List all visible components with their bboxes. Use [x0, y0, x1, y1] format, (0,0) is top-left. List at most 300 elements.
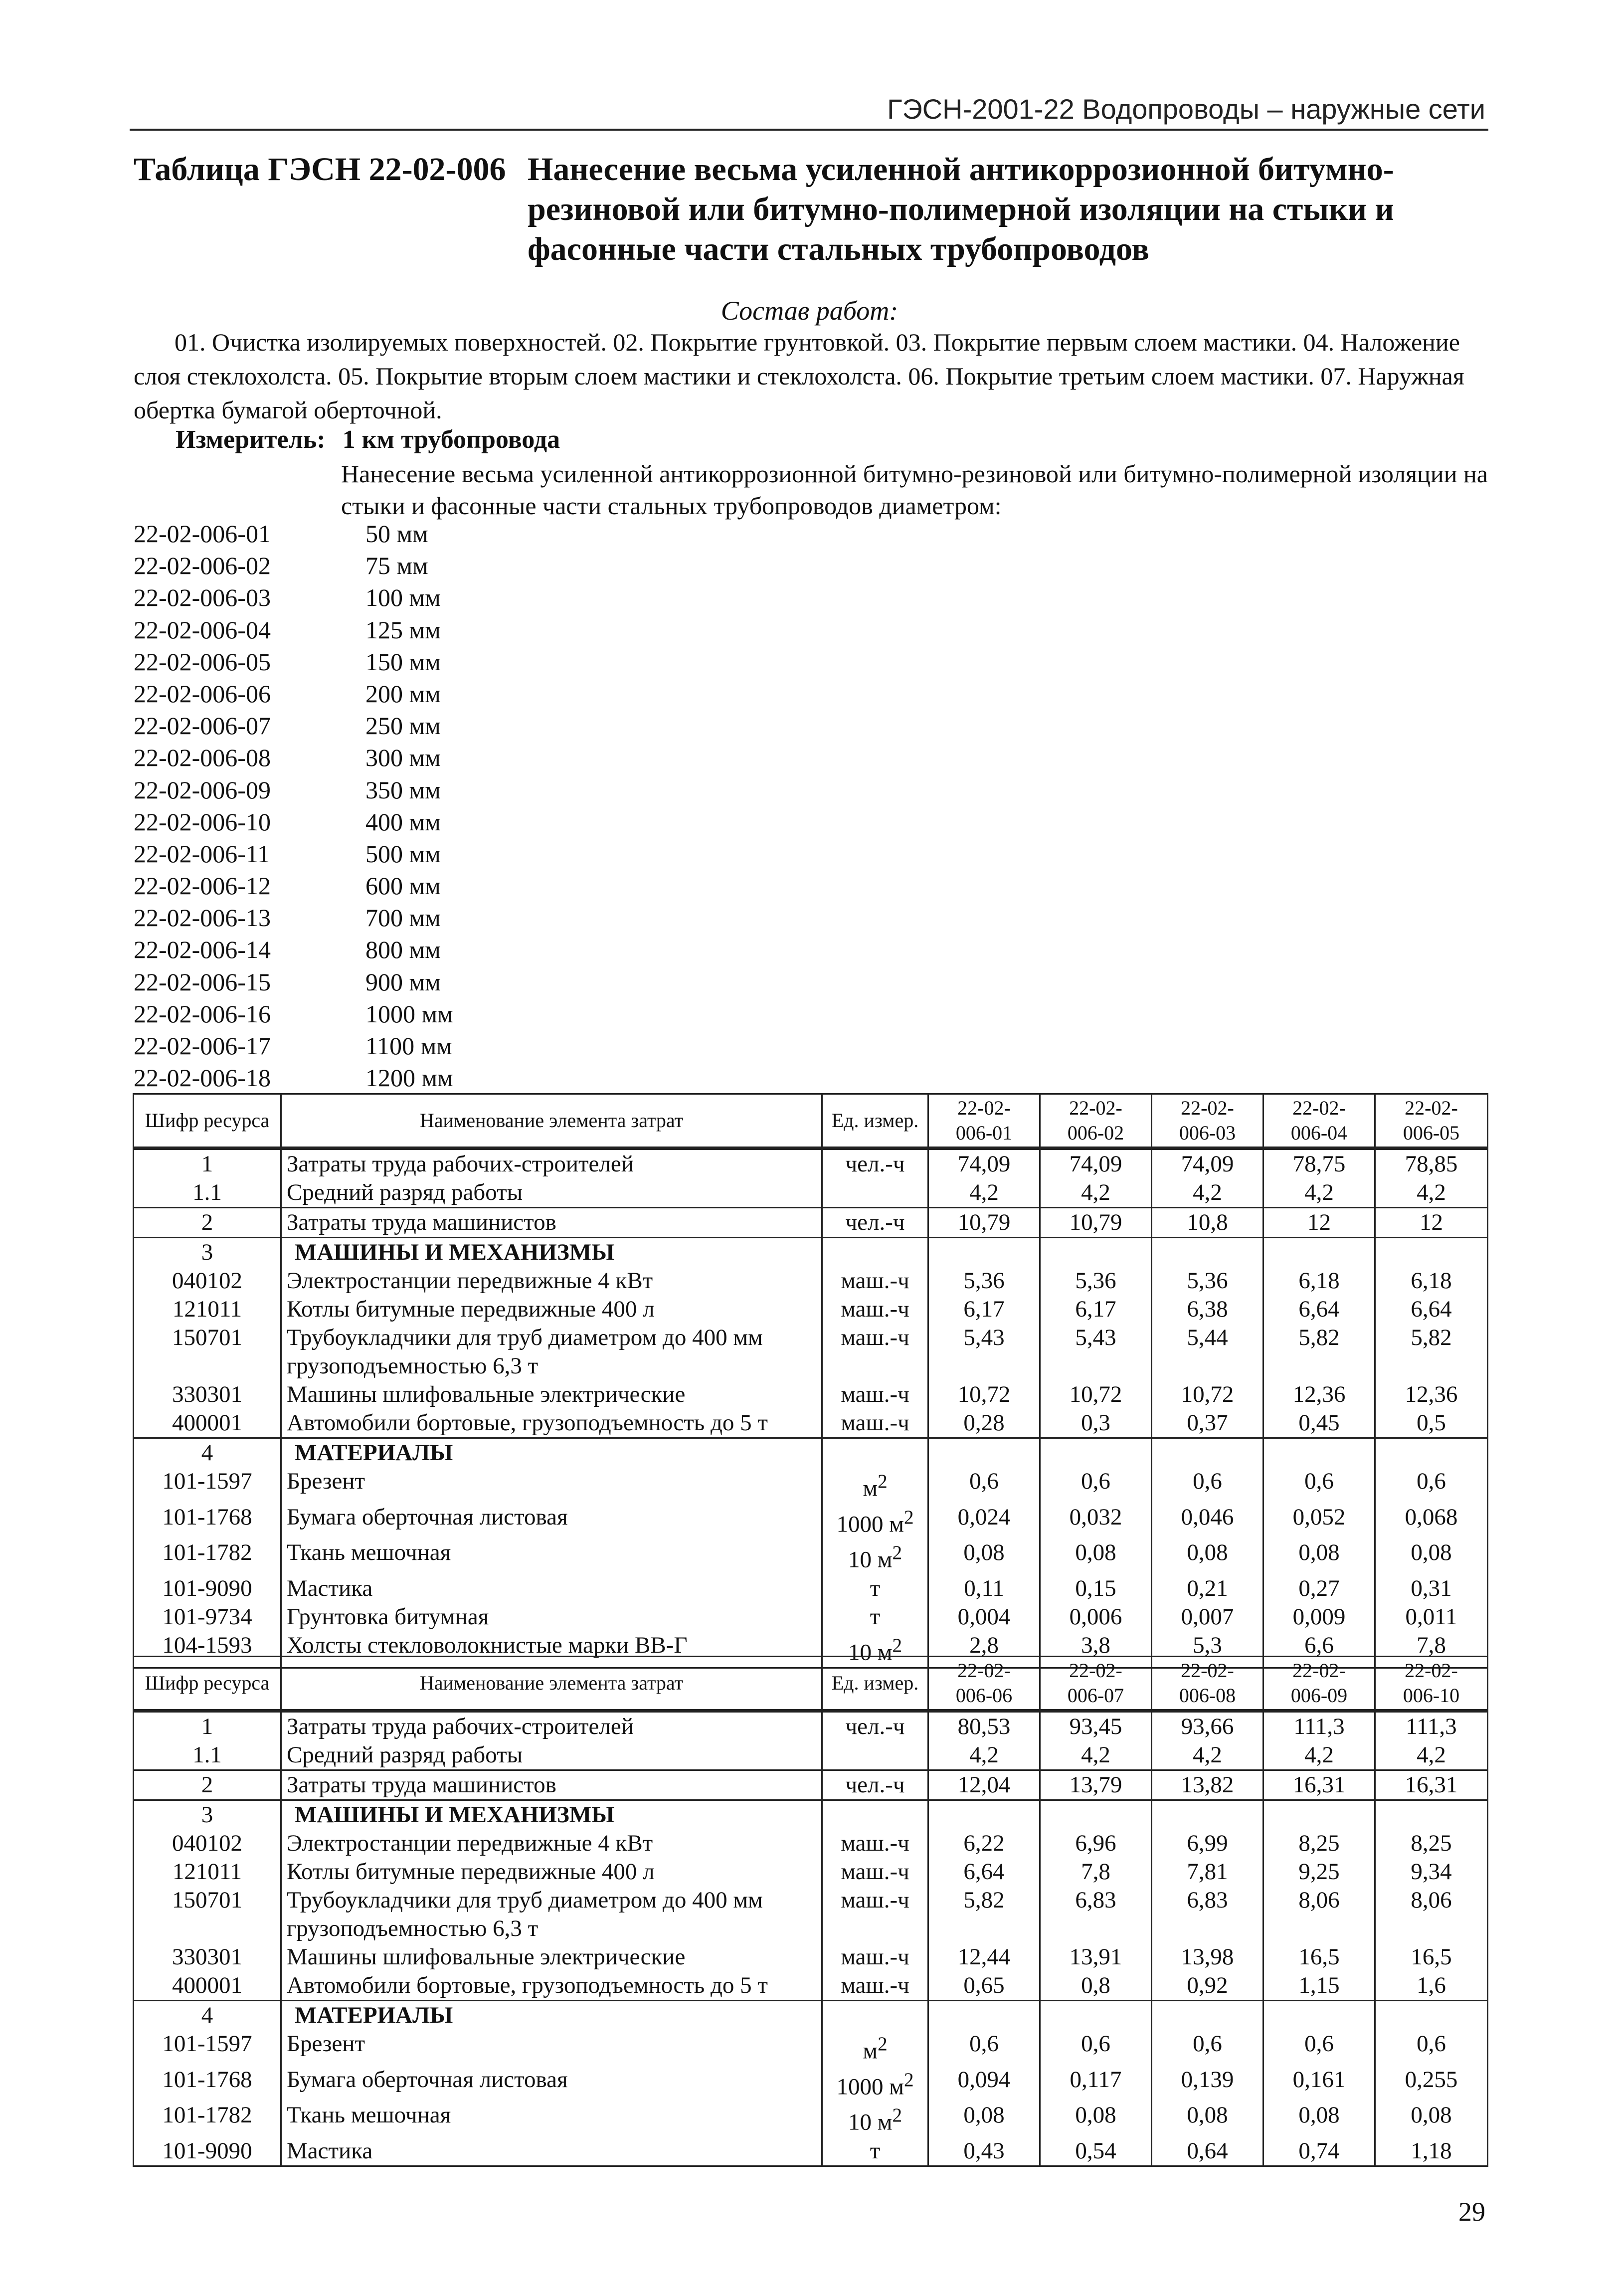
row-unit: маш.-ч [822, 1829, 928, 1858]
code-list-size: 500 мм [365, 839, 441, 868]
code-list-size: 50 мм [365, 520, 428, 548]
table-row [134, 1800, 1488, 1830]
row-value [1040, 1800, 1152, 1830]
row-value: 5,36 [1040, 1267, 1152, 1295]
row-value: 13,98 [1152, 1943, 1263, 1971]
row-value [1152, 1914, 1263, 1943]
norm-code-line2: 006-06 [955, 1684, 1013, 1707]
row-value [1263, 1238, 1375, 1267]
row-code: 101-1782 [134, 1538, 281, 1574]
row-code: 150701 [134, 1324, 281, 1352]
table-row [134, 1267, 1488, 1295]
row-name: Автомобили бортовые, грузоподъемность до 5 т [281, 1409, 822, 1438]
row-unit: маш.-ч [822, 1858, 928, 1886]
row-name: Бумага оберточная листовая [281, 2066, 822, 2102]
row-value: 0,024 [928, 1503, 1040, 1539]
row-value: 0,27 [1263, 1574, 1375, 1603]
table-row [134, 1914, 1488, 1943]
measure-label: Измеритель: [176, 425, 326, 454]
row-code: 2 [134, 1770, 281, 1800]
work-description: 01. Очистка изолируемых поверхностей. 02. Покрытие грунтовкой. 03. Покрытие первым слоем мастики. 04. Наложение слоя стеклохолста. 05. Покрытие вторым слоем мастики и стеклохолста. 06. Покрытие третьим слоем мастики. 07. Наружная обертка бумагой оберточной. [134, 328, 1464, 424]
row-value: 13,91 [1040, 1943, 1152, 1971]
row-value [1263, 1438, 1375, 1468]
code-list-item [134, 966, 453, 998]
row-value: 0,28 [928, 1409, 1040, 1438]
row-value: 80,53 [928, 1711, 1040, 1741]
diameter-intro: Нанесение весьма усиленной антикоррозионной битумно-резиновой или битумно-полимерной изоляции на стыки и фасонные части стальных трубопроводов диаметром: [341, 460, 1488, 520]
table-title-text: Нанесение весьма усиленной антикоррозионной битумно-резиновой или битумно-полимерной изоляции на стыки и фасонные части стальных трубопроводов [528, 151, 1394, 267]
row-unit [822, 2001, 928, 2030]
row-value: 10,79 [1040, 1208, 1152, 1238]
row-value [1040, 1352, 1152, 1380]
row-value: 5,82 [928, 1886, 1040, 1914]
row-value: 13,82 [1152, 1770, 1263, 1800]
row-value: 5,43 [928, 1324, 1040, 1352]
row-code: 121011 [134, 1295, 281, 1324]
norm-code-line1: 22-02- [1292, 1659, 1346, 1682]
norm-code-line1: 22-02- [1069, 1659, 1122, 1682]
row-value [1375, 1352, 1488, 1380]
row-value: 7,8 [1375, 1631, 1488, 1668]
row-unit: маш.-ч [822, 1324, 928, 1352]
row-name: Средний разряд работы [281, 1741, 822, 1770]
code-list-code: 22-02-006-14 [134, 936, 271, 964]
row-code: 101-1782 [134, 2101, 281, 2137]
norm-code-line1: 22-02- [1405, 1659, 1458, 1682]
row-name: Мастика [281, 2137, 822, 2166]
row-name: Холсты стекловолокнистые марки ВВ-Г [281, 1631, 822, 1668]
row-code: 4 [134, 2001, 281, 2030]
row-name: Ткань мешочная [281, 1538, 822, 1574]
row-code: 101-1597 [134, 1467, 281, 1503]
row-value: 5,3 [1152, 1631, 1263, 1668]
code-list-size: 700 мм [365, 904, 441, 932]
row-name: МАШИНЫ И МЕХАНИЗМЫ [281, 1238, 822, 1267]
table-row [134, 2030, 1488, 2066]
code-list-code: 22-02-006-17 [134, 1032, 271, 1060]
norm-code-line2: 006-03 [1179, 1122, 1236, 1144]
row-value: 4,2 [1263, 1178, 1375, 1208]
row-value: 0,8 [1040, 1971, 1152, 2001]
row-code: 3 [134, 1800, 281, 1830]
row-unit: маш.-ч [822, 1971, 928, 2001]
row-code: 101-1768 [134, 1503, 281, 1539]
row-code: 101-1768 [134, 2066, 281, 2102]
row-name: Мастика [281, 1574, 822, 1603]
code-list-item [134, 710, 453, 742]
row-value [928, 1800, 1040, 1830]
row-unit: маш.-ч [822, 1267, 928, 1295]
code-list-code: 22-02-006-09 [134, 775, 271, 804]
code-list-item [134, 742, 453, 773]
row-value: 6,6 [1263, 1631, 1375, 1668]
table-row [134, 1208, 1488, 1238]
row-value [928, 1238, 1040, 1267]
code-list-code: 22-02-006-11 [134, 839, 270, 868]
row-value: 0,052 [1263, 1503, 1375, 1539]
code-list-code: 22-02-006-06 [134, 679, 271, 708]
row-name: Бумага оберточная листовая [281, 1503, 822, 1539]
row-name: Электростанции передвижные 4 кВт [281, 1267, 822, 1295]
row-value: 16,5 [1263, 1943, 1375, 1971]
row-value: 0,007 [1152, 1603, 1263, 1631]
norm-code-line2: 006-02 [1067, 1122, 1124, 1144]
row-value: 7,8 [1040, 1858, 1152, 1886]
row-value: 0,6 [1040, 1467, 1152, 1503]
row-value: 4,2 [1375, 1741, 1488, 1770]
row-value [1375, 1238, 1488, 1267]
row-value: 0,15 [1040, 1574, 1152, 1603]
code-list-size: 600 мм [365, 872, 441, 900]
norm-code-line1: 22-02- [1405, 1097, 1458, 1119]
row-value: 0,6 [928, 1467, 1040, 1503]
header-norm-code [928, 1094, 1040, 1148]
code-list-item [134, 1030, 453, 1062]
row-unit: маш.-ч [822, 1295, 928, 1324]
code-list-size: 800 мм [365, 936, 441, 964]
code-list-item [134, 838, 453, 870]
row-value: 0,068 [1375, 1503, 1488, 1539]
row-value: 0,6 [1152, 2030, 1263, 2066]
row-name: Затраты труда рабочих-строителей [281, 1711, 822, 1741]
table-row [134, 1741, 1488, 1770]
row-value: 0,255 [1375, 2066, 1488, 2102]
row-value: 0,6 [1040, 2030, 1152, 2066]
header-norm-code [928, 1657, 1040, 1711]
row-code: 101-1597 [134, 2030, 281, 2066]
row-unit: маш.-ч [822, 1380, 928, 1409]
norm-code-line2: 006-04 [1290, 1122, 1348, 1144]
row-value [928, 1914, 1040, 1943]
row-value: 10,8 [1152, 1208, 1263, 1238]
row-value: 12,04 [928, 1770, 1040, 1800]
row-value: 0,6 [928, 2030, 1040, 2066]
row-value [1040, 1238, 1152, 1267]
table-row [134, 1829, 1488, 1858]
unit-superscript: 2 [892, 1542, 902, 1564]
row-value: 0,046 [1152, 1503, 1263, 1539]
table-row [134, 1886, 1488, 1914]
row-value: 6,22 [928, 1829, 1040, 1858]
row-value: 0,08 [1375, 2101, 1488, 2137]
row-value: 4,2 [928, 1741, 1040, 1770]
row-value: 0,64 [1152, 2137, 1263, 2166]
row-code: 330301 [134, 1943, 281, 1971]
resource-table-1 [133, 1093, 1488, 1669]
header-rule [130, 129, 1488, 131]
table-row [134, 1409, 1488, 1438]
row-code: 4 [134, 1438, 281, 1468]
row-value: 4,2 [1263, 1741, 1375, 1770]
row-value: 0,117 [1040, 2066, 1152, 2102]
table-row [134, 1295, 1488, 1324]
row-value: 0,6 [1375, 2030, 1488, 2066]
row-code: 1 [134, 1148, 281, 1179]
row-unit: маш.-ч [822, 1886, 928, 1914]
table-row [134, 1438, 1488, 1468]
code-list-code: 22-02-006-16 [134, 999, 271, 1028]
code-list-item [134, 902, 453, 934]
row-value: 4,2 [1152, 1741, 1263, 1770]
row-code [134, 1352, 281, 1380]
row-name: Затраты труда машинистов [281, 1770, 822, 1800]
header-norm-code [1263, 1094, 1375, 1148]
row-value: 0,45 [1263, 1409, 1375, 1438]
row-value: 1,18 [1375, 2137, 1488, 2166]
code-list-item [134, 646, 453, 678]
row-value: 3,8 [1040, 1631, 1152, 1668]
header-norm-code [1152, 1657, 1263, 1711]
code-list-size: 200 мм [365, 679, 441, 708]
row-value: 13,79 [1040, 1770, 1152, 1800]
row-code: 1 [134, 1711, 281, 1741]
row-name: Машины шлифовальные электрические [281, 1943, 822, 1971]
row-value: 10,72 [1152, 1380, 1263, 1409]
row-unit: чел.-ч [822, 1770, 928, 1800]
header-norm-code [1263, 1657, 1375, 1711]
row-name: МАТЕРИАЛЫ [281, 1438, 822, 1468]
row-value: 0,009 [1263, 1603, 1375, 1631]
unit-superscript: 2 [878, 2033, 888, 2055]
table-header-row [134, 1094, 1488, 1148]
code-list-item [134, 1062, 453, 1094]
norm-code-line2: 006-08 [1179, 1684, 1236, 1707]
row-value: 0,5 [1375, 1409, 1488, 1438]
row-name: Грунтовка битумная [281, 1603, 822, 1631]
work-heading: Состав работ: [720, 296, 899, 326]
row-value: 0,6 [1263, 2030, 1375, 2066]
row-code: 104-1593 [134, 1631, 281, 1668]
code-list-size: 150 мм [365, 647, 441, 676]
table-row [134, 1352, 1488, 1380]
header-unit: Ед. измер. [822, 1657, 928, 1711]
row-value [1040, 2001, 1152, 2030]
table-row [134, 1503, 1488, 1539]
code-list-item [134, 581, 453, 613]
row-value: 74,09 [1152, 1148, 1263, 1179]
norm-code-line1: 22-02- [1292, 1097, 1346, 1119]
row-value [1040, 1914, 1152, 1943]
row-value [1375, 1800, 1488, 1830]
row-value [928, 1438, 1040, 1468]
row-value: 0,43 [928, 2137, 1040, 2166]
code-list-item [134, 678, 453, 710]
row-value: 0,31 [1375, 1574, 1488, 1603]
row-code: 400001 [134, 1971, 281, 2001]
resource-table-2 [133, 1656, 1488, 2167]
header-norm-code [1152, 1094, 1263, 1148]
code-list-size: 1000 мм [365, 999, 453, 1028]
code-list-size: 125 мм [365, 615, 441, 644]
row-name: Котлы битумные передвижные 400 л [281, 1295, 822, 1324]
row-name: Брезент [281, 1467, 822, 1503]
row-name: Затраты труда рабочих-строителей [281, 1148, 822, 1179]
row-unit: 10 $м^2$ [822, 1631, 928, 1668]
row-value: 5,82 [1263, 1324, 1375, 1352]
row-value [1375, 1914, 1488, 1943]
code-list-size: 400 мм [365, 807, 441, 836]
row-value: 0,21 [1152, 1574, 1263, 1603]
header-norm-code [1375, 1094, 1488, 1148]
row-value: 0,032 [1040, 1503, 1152, 1539]
table-row [134, 1943, 1488, 1971]
row-value: 0,08 [1152, 2101, 1263, 2137]
header-unit: Ед. измер. [822, 1094, 928, 1148]
code-list-code: 22-02-006-08 [134, 744, 271, 772]
row-name: грузоподъемностью 6,3 т [281, 1352, 822, 1380]
row-value [1375, 1438, 1488, 1468]
row-value [1152, 1800, 1263, 1830]
row-value: 12,36 [1263, 1380, 1375, 1409]
row-value: 4,2 [1040, 1741, 1152, 1770]
row-value: 10,72 [1040, 1380, 1152, 1409]
norm-code-line1: 22-02- [1181, 1097, 1234, 1119]
norm-code-line1: 22-02- [1069, 1097, 1122, 1119]
row-value [1263, 1914, 1375, 1943]
row-value: 2,8 [928, 1631, 1040, 1668]
header-code: Шифр ресурса [134, 1094, 281, 1148]
row-unit: т [822, 1603, 928, 1631]
row-unit: 10 $м^2$ [822, 1538, 928, 1574]
row-unit [822, 1238, 928, 1267]
code-list-code: 22-02-006-07 [134, 712, 271, 740]
row-code: 150701 [134, 1886, 281, 1914]
row-value: 6,96 [1040, 1829, 1152, 1858]
row-value [1152, 1238, 1263, 1267]
row-value: 9,25 [1263, 1858, 1375, 1886]
row-unit: 10 $м^2$ [822, 2101, 928, 2137]
code-list-size: 1100 мм [365, 1032, 452, 1060]
table-row [134, 1711, 1488, 1741]
row-value: 78,85 [1375, 1148, 1488, 1179]
row-unit: чел.-ч [822, 1711, 928, 1741]
table-row [134, 1324, 1488, 1352]
header-norm-code [1040, 1657, 1152, 1711]
row-value: 78,75 [1263, 1148, 1375, 1179]
row-value: 0,6 [1375, 1467, 1488, 1503]
row-value: 93,45 [1040, 1711, 1152, 1741]
row-value: 16,31 [1263, 1770, 1375, 1800]
row-value: 0,08 [928, 1538, 1040, 1574]
row-value: 6,17 [1040, 1295, 1152, 1324]
row-value [928, 1352, 1040, 1380]
code-list-code: 22-02-006-12 [134, 872, 271, 900]
table-row [134, 1971, 1488, 2001]
row-value: 4,2 [1040, 1178, 1152, 1208]
norm-code-line2: 006-07 [1067, 1684, 1124, 1707]
row-value: 0,92 [1152, 1971, 1263, 2001]
row-value: 0,004 [928, 1603, 1040, 1631]
code-list-code: 22-02-006-10 [134, 807, 271, 836]
table-row [134, 1538, 1488, 1574]
norm-code-line2: 006-10 [1403, 1684, 1460, 1707]
row-value: 1,15 [1263, 1971, 1375, 2001]
row-name: Средний разряд работы [281, 1178, 822, 1208]
row-unit [822, 1914, 928, 1943]
row-value: 0,54 [1040, 2137, 1152, 2166]
table-title [134, 150, 1490, 269]
header-name: Наименование элемента затрат [281, 1094, 822, 1148]
row-value: 7,81 [1152, 1858, 1263, 1886]
code-list-item [134, 518, 453, 550]
row-value: 0,006 [1040, 1603, 1152, 1631]
table-row [134, 1770, 1488, 1800]
code-list-item [134, 870, 453, 902]
row-value: 5,36 [928, 1267, 1040, 1295]
table-row [134, 1858, 1488, 1886]
row-value: 10,72 [928, 1380, 1040, 1409]
row-value: 111,3 [1375, 1711, 1488, 1741]
row-code: 121011 [134, 1858, 281, 1886]
row-name: Трубоукладчики для труб диаметром до 400 мм [281, 1324, 822, 1352]
row-code: 2 [134, 1208, 281, 1238]
row-value: 1,6 [1375, 1971, 1488, 2001]
row-name: Брезент [281, 2030, 822, 2066]
table-row [134, 1467, 1488, 1503]
row-value: 93,66 [1152, 1711, 1263, 1741]
row-value: 10,79 [928, 1208, 1040, 1238]
table-row [134, 2001, 1488, 2030]
code-list-code: 22-02-006-18 [134, 1064, 271, 1092]
row-code: 1.1 [134, 1741, 281, 1770]
code-list-code: 22-02-006-02 [134, 552, 271, 580]
header-code: Шифр ресурса [134, 1657, 281, 1711]
table-header-row [134, 1657, 1488, 1711]
row-unit: 1000 $м^2$ [822, 1503, 928, 1539]
row-value: 0,08 [1040, 1538, 1152, 1574]
row-value: 5,44 [1152, 1324, 1263, 1352]
row-unit: $м^2$ [822, 2030, 928, 2066]
row-name: МАШИНЫ И МЕХАНИЗМЫ [281, 1800, 822, 1830]
row-value: 0,6 [1263, 1467, 1375, 1503]
norm-code-line2: 006-01 [955, 1122, 1013, 1144]
row-value [1263, 2001, 1375, 2030]
row-value [1263, 1352, 1375, 1380]
row-value: 12 [1263, 1208, 1375, 1238]
row-value: 74,09 [928, 1148, 1040, 1179]
row-unit [822, 1178, 928, 1208]
running-header: ГЭСН-2001-22 Водопроводы – наружные сети [887, 93, 1485, 125]
code-list-item [134, 806, 453, 838]
row-value: 8,06 [1375, 1886, 1488, 1914]
row-value: 9,34 [1375, 1858, 1488, 1886]
row-unit [822, 1741, 928, 1770]
row-value: 0,74 [1263, 2137, 1375, 2166]
row-unit [822, 1352, 928, 1380]
row-code: 330301 [134, 1380, 281, 1409]
row-code: 1.1 [134, 1178, 281, 1208]
row-value: 8,06 [1263, 1886, 1375, 1914]
code-list-item [134, 998, 453, 1030]
unit-superscript: 2 [878, 1471, 888, 1492]
row-code: 400001 [134, 1409, 281, 1438]
table-row [134, 1380, 1488, 1409]
table-row [134, 1178, 1488, 1208]
row-code: 040102 [134, 1829, 281, 1858]
row-value [1152, 2001, 1263, 2030]
row-value: 12 [1375, 1208, 1488, 1238]
row-value: 6,64 [928, 1858, 1040, 1886]
row-value: 6,17 [928, 1295, 1040, 1324]
row-value: 0,161 [1263, 2066, 1375, 2102]
row-name: Автомобили бортовые, грузоподъемность до 5 т [281, 1971, 822, 2001]
row-value: 0,08 [1375, 1538, 1488, 1574]
row-value: 5,36 [1152, 1267, 1263, 1295]
code-list-code: 22-02-006-15 [134, 967, 271, 996]
row-value: 0,11 [928, 1574, 1040, 1603]
row-value: 0,094 [928, 2066, 1040, 2102]
row-value: 6,64 [1263, 1295, 1375, 1324]
